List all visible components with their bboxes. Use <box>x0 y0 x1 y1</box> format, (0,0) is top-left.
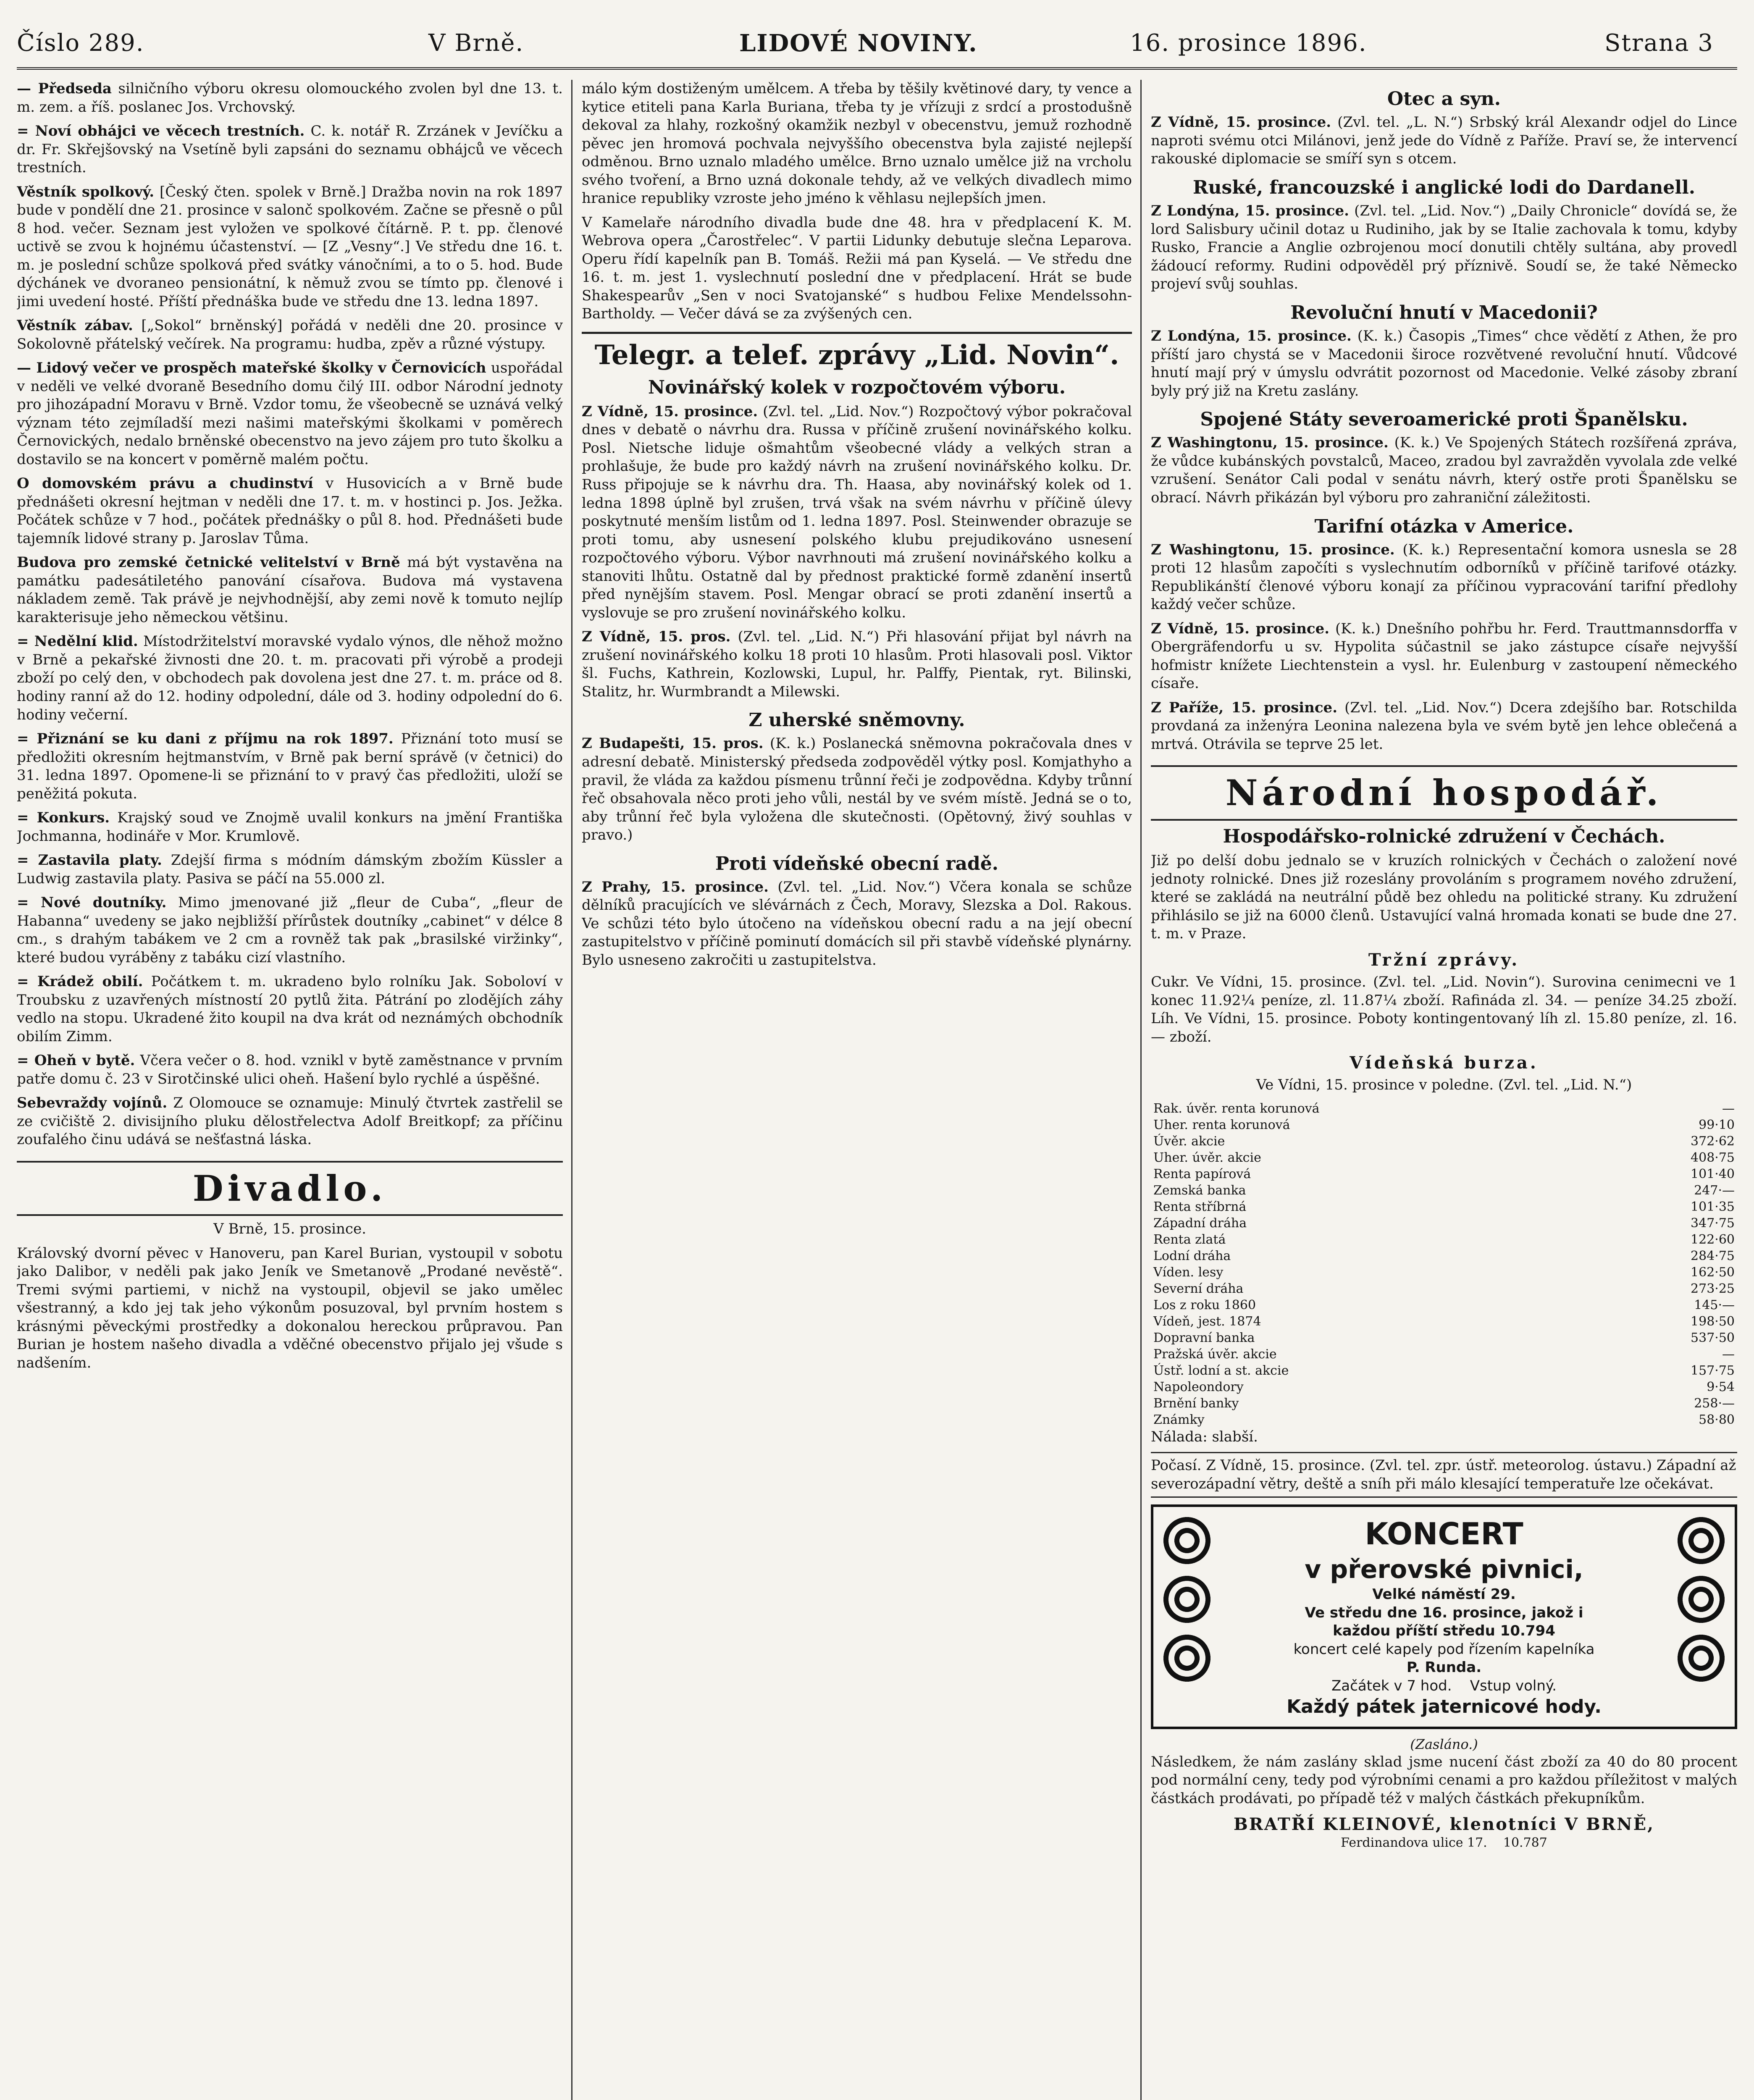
exchange-value: 145·— <box>1694 1297 1735 1312</box>
item-text: Krajský soud ve Znojmě uvalil konkurs na jmění Františka Jochmanna, hodináře v Mor. Krumlově. <box>17 809 563 845</box>
spiral-ornament-icon <box>1162 1633 1212 1683</box>
exchange-name: Známky <box>1153 1412 1205 1427</box>
spiral-ornament-icon <box>1162 1574 1212 1625</box>
item-head: = Přiznání se ku dani z příjmu na rok 1897. <box>17 730 394 748</box>
news-item <box>17 554 563 627</box>
exchange-row <box>1151 1313 1737 1330</box>
news-item <box>17 730 563 803</box>
news-item <box>17 1094 563 1149</box>
dateline: Z Washingtonu, 15. prosince. <box>1151 434 1389 452</box>
exchange-name: Severní dráha <box>1153 1281 1244 1296</box>
ad-footer: Každý pátek jaternicové hody. <box>1287 1696 1602 1718</box>
exchange-name: Uher. úvěr. akcie <box>1153 1150 1261 1165</box>
exchange-name: Pražská úvěr. akcie <box>1153 1347 1277 1362</box>
exchange-name: Vídeň, jest. 1874 <box>1153 1314 1261 1329</box>
ad-line: Ve středu dne 16. prosince, jakož i <box>1305 1604 1583 1621</box>
dateline: Z Paříže, 15. prosince. <box>1151 699 1338 716</box>
ad-entry: Vstup volný. <box>1470 1677 1557 1694</box>
exchange-value: 162·50 <box>1691 1265 1735 1280</box>
item-text: Mimo jmenované již „fleur de Cuba“, „fleur de Habanna“ uvedeny se jako nejbližší přírůstek doutníky „cabinet“ v délce 8 cm., s drahým tabákem ve 2 cm a rovněž tak pak „brasilské viržinky“, které budou vyráběny z tabáku cizí vlastního. <box>17 894 563 966</box>
exchange-row <box>1151 1297 1737 1313</box>
exchange-title: Vídeňská burza. <box>1350 1053 1539 1073</box>
exchange-row <box>1151 1182 1737 1199</box>
ad-start: Začátek v 7 hod. <box>1331 1677 1452 1694</box>
exchange-name: Víden. lesy <box>1153 1265 1224 1280</box>
item-text: (Zvl. tel. „Lid. Nov.“) „Daily Chronicle“ dovídá se, že lord Salisbury učinil dotaz u Rudiniho, jak by se Italie zachovala k tomu, kdyby Rusko, Francie a Anglie ozbrojenou mocí donutili chtěly sultána, aby provedl žádoucí reformy. Rudini odpověděl prý příznivě. Soudí se, že také Německo projeví svůj souhlas. <box>1151 202 1737 293</box>
exchange-value: 258·— <box>1694 1396 1735 1411</box>
economy-article: Již po delší dobu jednalo se v kruzích rolnických v Čechách o založení nové jednoty rolnické. Dnes již rozeslány provoláním s programem nového združení, které se zakládá na neutrální půdě bez ohledu na politické strany. Ku združení přihlásilo se již na 6000 členů. Ustavující valná hromada konati se bude dne 27. t. m. v Praze. <box>1151 852 1737 942</box>
item-text: (K. k.) Representační komora usnesla se 28 proti 12 hlasům započíti s vyslechnutím odborníků v příčině tarifové otázky. Republikánští členové výboru konají za příčinou vypracování tarifní předlohy každý večer schůze. <box>1151 541 1737 613</box>
economy-subhead: Hospodářsko-rolnické združení v Čechách. <box>1223 826 1665 847</box>
item-text: Místodržitelství moravské vydalo výnos, dle něhož možno v Brně a pekařské živnosti dne 20. t. m. pracovati při výrobě a prodeji zboží po celý den, v obchodech pak dovolena jest dne 27. t. m. práce od 8. hodiny ranní až do 12. hodiny odpolední, dále od 3. hodiny odpolední do 6. hodiny večerní. <box>17 633 563 723</box>
item-head: Budova pro zemské četnické velitelství v Brně <box>17 554 400 571</box>
firm-number: 10.787 <box>1503 1835 1547 1851</box>
exchange-row <box>1151 1264 1737 1281</box>
news-item <box>17 973 563 1046</box>
news-item <box>17 80 563 116</box>
hungary-title: Z uherské sněmovny. <box>748 709 965 731</box>
article-body <box>1151 202 1737 294</box>
exchange-row <box>1151 1248 1737 1264</box>
masthead <box>17 17 1737 70</box>
exchange-row <box>1151 1346 1737 1362</box>
exchange-row <box>1151 1395 1737 1412</box>
exchange-row <box>1151 1281 1737 1297</box>
telegraph-item <box>582 628 1132 701</box>
ad-times <box>1161 1677 1727 1696</box>
firm-address <box>1151 1835 1737 1851</box>
exchange-value: — <box>1722 1101 1735 1116</box>
exchange-value: 122·60 <box>1691 1232 1735 1247</box>
spiral-ornament-icon <box>1676 1633 1726 1683</box>
article-title: Revoluční hnutí v Macedonii? <box>1290 302 1598 323</box>
ad-line <box>1161 1622 1727 1641</box>
item-head: Věstník zábav. <box>17 317 133 334</box>
firm-name: BRATŘÍ KLEINOVÉ, klenotníci V BRNĚ, <box>1233 1814 1655 1835</box>
issue-number: Číslo 289. <box>17 29 144 57</box>
exchange-row <box>1151 1231 1737 1248</box>
telegraph-item <box>582 403 1132 622</box>
weather-report: Počasí. Z Vídně, 15. prosince. (Zvl. tel. zpr. ústř. meteorolog. ústavu.) Západní až severozápadní větry, deště a sníh při málo klesající temperatuře lze očekávat. <box>1151 1452 1737 1498</box>
exchange-name: Brnění banky <box>1153 1396 1239 1411</box>
column-1 <box>17 80 563 2100</box>
exchange-row <box>1151 1117 1737 1133</box>
exchange-value: 157·75 <box>1691 1363 1735 1378</box>
item-text: silničního výboru okresu olomouckého zvolen byl dne 13. t. m. zem. a říš. poslanec Jos. Vrchovský. <box>17 80 563 116</box>
ad-conductor: P. Runda. <box>1406 1659 1482 1676</box>
item-head: — Lidový večer ve prospěch mateřské školky v Černovicích <box>17 360 486 377</box>
item-text: Včera večer o 8. hod. vznikl v bytě zaměstnance v prvním patře domu č. 23 v Sirotčinské ulici oheň. Hašení bylo rychlé a úspěšné. <box>17 1052 563 1087</box>
item-text: (K. k.) Ve Spojených Státech rozšířená zpráva, že vůdce kubánských povstalců, Maceo, zradou byl zavražděn vyvolala zde velké vzrušení. Senátor Cali podal v senátu návrh, který ostře proti Španělsku se obrací. Návrh přikázán byl výboru pro zahraniční záležitosti. <box>1151 434 1737 506</box>
news-item <box>17 1052 563 1088</box>
article-title: Ruské, francouzské i anglické lodi do Dardanell. <box>1192 176 1696 198</box>
zaslano-label: (Zasláno.) <box>1410 1736 1478 1752</box>
exchange-value: 9·54 <box>1707 1379 1735 1394</box>
theatre-continuation: málo kým dostiženým umělcem. A třeba by těšily květinové dary, ty vence a kytice etiteli pana Karla Buriana, třeba ty je vřízuji z srdcí a prostodušně dekoval za hlahy, rozkošný okamžik nezbyl v obecenstvu, jemuž rozhodně pěvec jen hromová pochvala nejvyššího obecenstva byla zajisté nejlepší odměnou. Brno uznalo mladého umělce. Brno uznalo umělce již na vrcholu svého tvoření, a Brno uzná dokonale tehdy, až ve velkých divadlech mimo hranice republiky vzroste jeho jméno k věhlasu nejlepších jmen. <box>582 80 1132 207</box>
news-item <box>17 851 563 888</box>
exchange-table <box>1151 1100 1737 1428</box>
dateline: Z Londýna, 15. prosince. <box>1151 202 1349 220</box>
item-head: Sebevraždy vojínů. <box>17 1095 168 1112</box>
exchange-value: 284·75 <box>1691 1248 1735 1263</box>
item-head: = Oheň v bytě. <box>17 1052 135 1069</box>
item-text: [Český čten. spolek v Brně.] Dražba novin na rok 1897 bude v pondělí dne 21. prosince v salonč spolkovém. Začne se přesně o půl 8 hod. večer. Seznam jest vyložen ve spolkové čítárně. P. t. pp. členové uctivě se zvou k hojnému účastenství. — [Z „Vesny“.] Ve středu dne 16. t. m. je poslední schůze spolková před svátky vánočními, a to o 5. hod. Bude dýchánek ve dvoraneo pensionátní, k němuž zvou se tímto pp. členové i jimi uvedení hosté. Příští přednáška bude ve středu dne 13. ledna 1897. <box>17 183 563 310</box>
item-head: — Předseda <box>17 80 112 97</box>
exchange-value: 101·35 <box>1691 1199 1735 1214</box>
ad-address: Velké náměstí 29. <box>1372 1586 1516 1603</box>
exchange-row <box>1151 1215 1737 1231</box>
item-head: = Noví obhájci ve věcech trestních. <box>17 123 305 140</box>
news-item <box>17 633 563 724</box>
exchange-value: 347·75 <box>1691 1215 1735 1231</box>
misc-item <box>1151 620 1737 693</box>
item-head: = Nedělní klid. <box>17 633 138 650</box>
theatre-section-title: Divadlo. <box>17 1161 563 1216</box>
economy-section-title: Národní hospodář. <box>1151 765 1737 821</box>
article-body <box>1151 541 1737 614</box>
exchange-value: 408·75 <box>1691 1150 1735 1165</box>
item-text: Přiznání toto musí se předložiti okresním hejtmanstvím, v Brně pak berní správě (v četnici) do 31. ledna 1897. Opomene-li se přiznání to v pravý čas předložiti, uloží se peněžitá pokuta. <box>17 730 563 802</box>
exchange-name: Napoleondory <box>1153 1379 1244 1394</box>
news-item <box>17 122 563 177</box>
exchange-row <box>1151 1166 1737 1182</box>
concert-advertisement <box>1151 1504 1737 1729</box>
item-head: Věstník spolkový. <box>17 183 155 200</box>
exchange-name: Ústř. lodní a st. akcie <box>1153 1363 1289 1378</box>
column-3 <box>1151 80 1737 2100</box>
item-head: = Nové doutníky. <box>17 894 167 911</box>
exchange-row <box>1151 1362 1737 1379</box>
article-title: Otec a syn. <box>1387 88 1501 110</box>
misc-item <box>1151 699 1737 754</box>
exchange-name: Dopravní banka <box>1153 1330 1255 1345</box>
exchange-value: — <box>1722 1347 1735 1362</box>
newspaper-page <box>17 17 1737 2100</box>
dateline: Z Londýna, 15. prosince. <box>1151 328 1352 345</box>
council-title: Proti vídeňské obecní radě. <box>715 853 999 874</box>
article-body <box>1151 327 1737 400</box>
exchange-name: Los z roku 1860 <box>1153 1297 1256 1312</box>
item-text: (K. k.) Dnešního pohřbu hr. Ferd. Trauttmannsdorffa v Obergräfendorfu u sv. Hypolita súčastnil se jako zástupce císaře nejvyšší hofmistr knížete Liechtenstein a vysl. hr. Eulenburg v zastoupení německého císaře. <box>1151 620 1737 692</box>
item-head: = Zastavila platy. <box>17 852 162 869</box>
item-text: (Zvl. tel. „L. N.“) Srbský král Alexandr odjel do Lince naproti svému otci Milánovi, jenž jede do Vídně z Paříže. Praví se, že intervencí rakouské diplomacie se smíří syn s otcem. <box>1151 114 1737 168</box>
exchange-row <box>1151 1100 1737 1117</box>
exchange-value: 99·10 <box>1699 1117 1735 1132</box>
exchange-row <box>1151 1330 1737 1346</box>
hungary-item <box>582 735 1132 844</box>
exchange-value: 101·40 <box>1691 1166 1735 1181</box>
news-item <box>17 317 563 353</box>
item-text: (K. k.) Poslanecká sněmovna pokračovala dnes v adresní debatě. Ministerský předseda zodpověděl výtky posl. Komjathyho a pravil, že vláda za každou písmenu trůnní řeči je zodpovědna. Kdyby trůnní řeč obsahovala něco proti jeho vůli, nestál by ve svém místě. Jedná se o to, aby trůnní řeč byla vyložena dle skutečnosti. (Opětovný, živý souhlas v pravo.) <box>582 735 1132 844</box>
item-text: (Zvl. tel. „Lid. Nov.“) Dcera zdejšího bar. Rotschilda provdaná za inženýra Leonina nalezena byla ve svém bytě jen lehce oblečená a mrtvá. Otrávila se teprve 25 let. <box>1151 699 1737 753</box>
telegraph-subhead: Novinářský kolek v rozpočtovém výboru. <box>648 376 1066 398</box>
market-title: Tržní zprávy. <box>1368 950 1520 970</box>
closing-ad-text: Následkem, že nám zaslány sklad jsme nucení část zboží za 40 do 80 procent pod normální ceny, tedy pod výrobními cenami a pro každou příležitost v malých částkách prodávati, po případě též v malých částkách překupníkům. <box>1151 1753 1737 1807</box>
exchange-value: 198·50 <box>1691 1314 1735 1329</box>
masthead-city: V Brně. <box>428 29 524 57</box>
ad-subtitle: v přerovské pivnici, <box>1305 1554 1583 1584</box>
news-item <box>17 809 563 845</box>
item-head: O domovském právu a chudinství <box>17 475 313 492</box>
exchange-value: 372·62 <box>1691 1134 1735 1149</box>
exchange-row <box>1151 1379 1737 1395</box>
dateline: Z Vídně, 15. prosince. <box>1151 114 1331 131</box>
theatre-article: Královský dvorní pěvec v Hanoveru, pan Karel Burian, vystoupil v sobotu jako Dalibor, v neděli pak jako Jeník ve Smetanově „Prodané nevěstě“. Tremi svými partiemi, v nichž na vystoupil, objevil se jako umělec všestranný, a kdo jej tak jeho výkonům posuzoval, byl prvním hostem s krásnými pěveckými prostředky a dokonalou hereckou průpravou. Pan Burian je hostem našeho divadla a vděčné obecenstvo přijalo jej všude s nadšením. <box>17 1244 563 1371</box>
page-number: Strana 3 <box>1604 29 1714 57</box>
item-text: uspořádal v neděli ve velké dvoraně Besedního domu čilý III. odbor Národní jednoty pro jihozápadní Moravu v Brně. Vzdor tomu, že všeobecně se uznává velký význam této zejmíladší mezi našimi mateřskými školkami v poměrech Černovických, nedalo brněnské obecenstvo na jevo zájem pro tuto školku a dostavilo se na koncert v poměrně malém počtu. <box>17 360 563 468</box>
market-report: Cukr. Ve Vídni, 15. prosince. (Zvl. tel. „Lid. Novin“). Surovina cenimecni ve 1 konec 11.92¼ peníze, zl. 11.87¼ zboží. Rafináda zl. 34. — peníze 34.25 zboží. Líh. Ve Vídni, 15. prosince. Poboty kontingentovaný líh zl. 15.80 peníze, zl. 16. — zboží. <box>1151 974 1737 1045</box>
news-item <box>17 359 563 469</box>
dateline: Z Vídně, 15. prosince. <box>1151 620 1330 637</box>
exchange-value: 537·50 <box>1691 1330 1735 1345</box>
article-body <box>1151 113 1737 168</box>
item-text: (K. k.) Časopis „Times“ chce vědětí z Athen, že pro příští jaro chystá se v Macedonii široce rozvětvené revoluční hnutí. Vůdcové hnutí mají prý v úmyslu odvrátit pozornost od Macedonie. Velké zásoby zbraní byly prý již na Kretu zaslány. <box>1151 328 1737 399</box>
council-item <box>582 878 1132 970</box>
exchange-note: Nálada: slabší. <box>1151 1428 1258 1445</box>
dateline: Z Budapešti, 15. pros. <box>582 735 764 752</box>
news-item <box>17 475 563 548</box>
exchange-dateline: Ve Vídni, 15. prosince v poledne. (Zvl. tel. „Lid. N.“) <box>1256 1076 1632 1094</box>
exchange-row <box>1151 1133 1737 1150</box>
exchange-name: Rak. úvěr. renta korunová <box>1153 1101 1320 1116</box>
item-text: (Zvl. tel. „Lid. N.“) Při hlasování přijat byl návrh na zrušení novinářského kolku 18 proti 10 hlasům. Proti hlasovali posl. Viktor šl. Fuchs, Kathrein, Kozlowski, Lupul, hr. Palffy, Pientak, ryt. Bilinski, Stalitz, hr. Wurmbrandt a Milewski. <box>582 628 1132 700</box>
news-item <box>17 894 563 967</box>
item-text: (Zvl. tel. „Lid. Nov.“) Včera konala se schůze dělníků pracujících ve slévárnách z Čech, Moravy, Slezska a Dol. Rakous. Ve schůzi této bylo útočeno na vídeňskou obecní radu a na její obecní zastupitelstvo v příčině pominutí domácích sil při stavbě vídeňské plynárny. Bylo usneseno zakročiti u zastupitelstva. <box>582 878 1132 969</box>
ad-title: KONCERT <box>1365 1516 1523 1552</box>
dateline: Z Prahy, 15. prosince. <box>582 878 769 895</box>
exchange-value: 58·80 <box>1699 1412 1735 1427</box>
article-title: Tarifní otázka v Americe. <box>1314 515 1574 537</box>
item-text: Zdejší firma s módním dámským zbožím Küssler a Ludwig zastavila platy. Pasiva se páčí na 55.000 zl. <box>17 852 563 887</box>
theatre-dateline: V Brně, 15. prosince. <box>213 1221 366 1238</box>
ad-line-text: každou příští středu <box>1333 1622 1495 1640</box>
exchange-name: Uher. renta korunová <box>1153 1117 1290 1132</box>
dateline: Z Vídně, 15. prosince. <box>582 403 758 420</box>
masthead-date: 16. prosince 1896. <box>1130 29 1367 57</box>
item-text: [„Sokol“ brněnský] pořádá v neděli dne 20. prosince v Sokolovně přátelský večírek. Na programu: hudba, zpěv a různé výstupy. <box>17 317 563 352</box>
spiral-ornament-icon <box>1676 1515 1726 1566</box>
dateline: Z Vídně, 15. pros. <box>582 628 731 646</box>
item-text: má být vystavěna na památku padesátiletého panování císařova. Budova má vystavena nákladem země. Tak právě je nejvhodnější, aby zemi nově k tomuto nejlíp karakterisuje jeho německou většinu. <box>17 554 563 626</box>
item-text: Z Olomouce se oznamuje: Minulý čtvrtek zastřelil se ze cvičiště 2. divisijního pluku dělostřelectva Adolf Breitkopf; za příčinu zoufalého činu udává se nešťastná láska. <box>17 1095 563 1148</box>
item-head: = Krádež obilí. <box>17 973 143 990</box>
exchange-name: Úvěr. akcie <box>1153 1134 1225 1149</box>
theatre-program: V Kamelaře národního divadla bude dne 48. hra v předplacení K. M. Webrova opera „Čarostřelec“. V partii Lidunky debutuje slečna Leparova. Operu řídí kapelník pan B. Tomáš. Režii má pan Kyselá. — Ve středu dne 16. t. m. jest 1. vyslechnutí poslední dne v předplacení. Hrát se bude Shakespearův „Sen v noci Svatojanské“ s hudbou Felixe Mendelssohn-Bartholdy. — Večer dává se za zvýšených cen. <box>582 214 1132 323</box>
column-2 <box>582 80 1132 2100</box>
article-title: Spojené Státy severoamerické proti Španělsku. <box>1200 409 1688 430</box>
spiral-ornament-icon <box>1162 1515 1212 1566</box>
exchange-name: Renta stříbrná <box>1153 1199 1247 1214</box>
exchange-row <box>1151 1199 1737 1215</box>
news-item <box>17 183 563 311</box>
exchange-name: Zemská banka <box>1153 1183 1246 1198</box>
item-text: C. k. notář R. Zrzánek v Jevíčku a dr. Fr. Skřejšovský na Vsetíně byli zapsáni do seznamu obhájců ve věcech trestních. <box>17 123 563 176</box>
exchange-name: Lodní dráha <box>1153 1248 1231 1263</box>
exchange-value: 247·— <box>1694 1183 1735 1198</box>
item-text: Počátkem t. m. ukradeno bylo rolníku Jak. Soboloví v Troubsku z uzavřených místností 20 pytlů žita. Pátrání po zlodějích záhy vedlo na stopu. Ukradené žito koupil na dva krát od neznámých obchodník obilím Zimm. <box>17 973 563 1045</box>
exchange-value: 273·25 <box>1691 1281 1735 1296</box>
exchange-row <box>1151 1412 1737 1428</box>
item-text: v Husovicích a v Brně bude přednášeti okresní hejtman v neděli dne 17. t. m. v hostinci p. Jos. Ježka. Počátek schůze v 7 hod., počátek přednášky o půl 8. hod. Přednášeti bude tajemník lidové strany p. Jaroslav Tůma. <box>17 475 563 547</box>
ad-number: 10.794 <box>1500 1622 1555 1640</box>
exchange-name: Renta papírová <box>1153 1166 1251 1181</box>
column-rule <box>1140 80 1142 2100</box>
column-rule <box>571 80 572 2100</box>
item-head: = Konkurs. <box>17 809 110 827</box>
item-text: (Zvl. tel. „Lid. Nov.“) Rozpočtový výbor pokračoval dnes v debatě o návrhu dra. Russa v příčině zrušení novinářského kolku. Posl. Nietsche liduje ošmahtům všeobecné vlády a velkých stran a prohlašuje, že bude pro každý návrh na zrušení novinářského kolku. Dr. Russ připojuje se k návrhu dra. Th. Haasa, aby novinářský kolek od 1. ledna 1898 úplně byl zrušen, trvá však na svém návrhu v příčině úlevy poskytnuté menším listům od 1. ledna 1897. Posl. Steinwender obrazuje se proti tomu, aby usnesení polského klubu prejudikováno usnesení rozpočtového výboru. Výbor navrhnouti má zrušení novinářského kolku a stanoviti lhůtu. Ostatně dal by přednost praktické formě zdanění insertů před nynějším stavem. Posl. Mengar obrací se proti zdanění insertů a vyslovuje se pro zrušení novinářského kolku. <box>582 403 1132 621</box>
exchange-name: Renta zlatá <box>1153 1232 1226 1247</box>
exchange-row <box>1151 1150 1737 1166</box>
masthead-title: LIDOVÉ NOVINY. <box>739 29 978 57</box>
spiral-ornament-icon <box>1676 1574 1726 1625</box>
article-body <box>1151 434 1737 507</box>
dateline: Z Washingtonu, 15. prosince. <box>1151 541 1395 558</box>
firm-street: Ferdinandova ulice 17. <box>1341 1835 1487 1851</box>
ad-line: koncert celé kapely pod řízením kapelníka <box>1293 1641 1595 1658</box>
telegraph-banner: Telegr. a telef. zprávy „Lid. Novin“. <box>582 332 1132 373</box>
exchange-name: Západní dráha <box>1153 1215 1247 1231</box>
